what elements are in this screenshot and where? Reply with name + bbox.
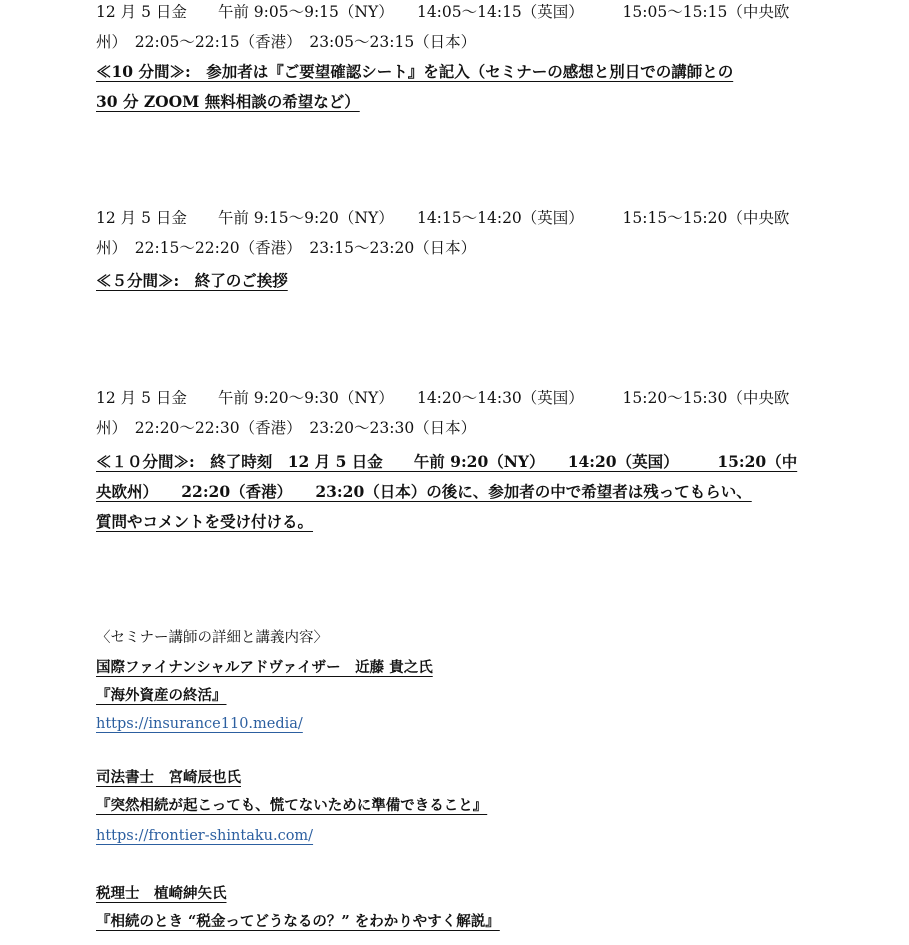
instructor-name: 国際ファイナンシャルアドヴァイザー 近藤 貴之氏 xyxy=(96,659,433,676)
instructor-name: 税理士 植崎紳矢氏 xyxy=(96,885,227,902)
instructor-name: 司法書士 宮崎辰也氏 xyxy=(96,769,241,786)
schedule-time-line: 12 月 5 日金 午前 9:15〜9:20（NY） 14:15〜14:20（英国） 15:15〜15:20（中央欧 xyxy=(96,209,790,227)
schedule-time-line: 12 月 5 日金 午前 9:20〜9:30（NY） 14:20〜14:30（英国） 15:20〜15:30（中央欧 xyxy=(96,389,790,407)
instructor-website-link[interactable]: https://insurance110.media/ xyxy=(96,716,303,732)
schedule-description: ≪10 分間≫: 参加者は『ご要望確認シート』を記入（セミナーの感想と別日での講師との xyxy=(96,62,734,81)
instructors-heading: 〈セミナー講師の詳細と講義内容〉 xyxy=(96,630,328,646)
schedule-time-line: 州） 22:15〜22:20（香港） 23:15〜23:20（日本） xyxy=(96,239,477,257)
instructor-website-link[interactable]: https://frontier-shintaku.com/ xyxy=(96,828,314,844)
schedule-description: 質問やコメントを受け付ける。 xyxy=(96,512,314,531)
lecture-title: 『突然相続が起こっても、慌てないために準備できること』 xyxy=(96,797,488,814)
schedule-description: 央欧州） 22:20（香港） 23:20（日本）の後に、参加者の中で希望者は残ってもらい、 xyxy=(96,482,752,501)
schedule-time-line: 州） 22:20〜22:30（香港） 23:20〜23:30（日本） xyxy=(96,419,477,437)
lecture-title: 『海外資産の終活』 xyxy=(96,687,227,704)
schedule-description: 30 分 ZOOM 無料相談の希望など） xyxy=(96,92,360,111)
schedule-description: ≪１０分間≫: 終了時刻 12 月 5 日金 午前 9:20（NY） 14:20（英国） 15:20（中 xyxy=(96,452,798,471)
lecture-title: 『相続のとき “税金ってどうなるの？” をわかりやすく解説』 xyxy=(96,913,500,930)
schedule-time-line: 12 月 5 日金 午前 9:05〜9:15（NY） 14:05〜14:15（英国） 15:05〜15:15（中央欧 xyxy=(96,3,790,21)
schedule-description: ≪５分間≫: 終了のご挨拶 xyxy=(96,271,288,290)
schedule-time-line: 州） 22:05〜22:15（香港） 23:05〜23:15（日本） xyxy=(96,33,477,51)
